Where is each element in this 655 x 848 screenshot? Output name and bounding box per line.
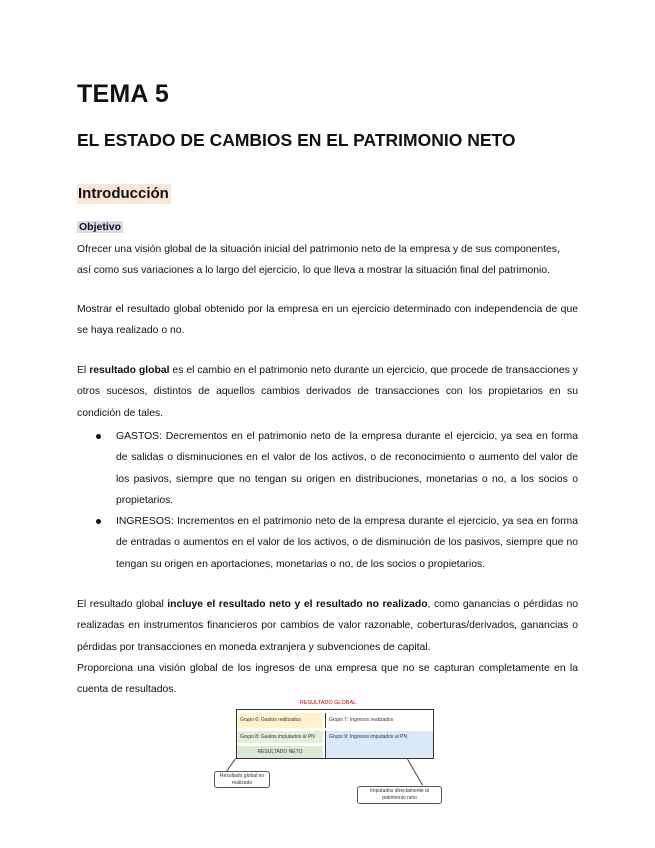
diagram-connector: [407, 759, 423, 785]
closing-paragraph: Proporciona una visión global de los ingresos de una empresa que no se capturan completamente en la cuenta de resultados.: [77, 663, 578, 696]
list-item: [94, 426, 578, 511]
includes-bold: incluye el resultado neto y el resultado no realizado: [167, 599, 428, 610]
includes-lead: El resultado global: [77, 599, 168, 610]
objective-line-2: así como sus variaciones a lo largo del ejercicio, lo que lleva a mostrar la situación final del patrimonio.: [77, 265, 551, 277]
bullet-text-ingresos: INGRESOS: Incrementos en el patrimonio neto de la empresa durante el ejercicio, ya sea en forma de entradas o aumentos en el valor de los activos, o de disminución de los pasivos, siempre que no tengan su origen en aportaciones, monetarias o no, de los socios o propietarios.: [116, 516, 578, 570]
diagram-cell-gastos-imputados: Grupo 8: Gastos imputados al PN: [237, 731, 323, 743]
page-subtitle: EL ESTADO DE CAMBIOS EN EL PATRIMONIO NETO: [77, 130, 516, 150]
includes-rest: , como ganancias o pérdidas no realizadas en instrumentos financieros por cambios de valor razonable, coberturas/derivados, ganancias o pérdidas por transacciones en moneda extranjera y subvenciones de capital.: [77, 599, 578, 653]
diagram-cell-gastos-realizados: Grupo 6: Gastos realizados: [237, 713, 323, 728]
objective-paragraph: [77, 239, 578, 282]
diagram-title: RESULTADO GLOBAL: [299, 700, 357, 706]
objective-line-1: Ofrecer una visión global de la situación inicial del patrimonio neto de la empresa y de sus componentes,: [77, 244, 560, 255]
callout-imputados-pn: Imputados directamente al patrimonio neto: [357, 786, 442, 804]
includes-paragraph: [77, 594, 578, 658]
definition-lead: El: [77, 365, 90, 376]
list-item: [94, 511, 578, 575]
subsection-heading: Objetivo: [79, 221, 122, 233]
bullet-text-gastos: GASTOS: Decrementos en el patrimonio neto de la empresa durante el ejercicio, ya sea en forma de salidas o disminuciones en el valor de los activos, o de reconocimiento o aumento del valor de los pasivos, siempre que no tengan su origen en distribuciones, monetarias o no, a los socios o propietarios.: [116, 431, 578, 506]
definition-paragraph: [77, 360, 578, 424]
diagram-cell-resultado-neto: RESULTADO NETO: [237, 746, 323, 758]
definition-term: resultado global: [89, 365, 170, 376]
diagram-cell-ingresos-realizados: Grupo 7: Ingresos realizados: [325, 713, 433, 728]
diagram-cell-ingresos-imputados: Grupo 9: Ingresos imputados al PN: [325, 731, 433, 758]
result-diagram: [212, 700, 444, 806]
page-title: TEMA 5: [77, 80, 169, 108]
bullet-icon: [96, 434, 101, 439]
callout-no-realizado: Resultado global no realizado: [214, 771, 270, 788]
bullet-icon: [96, 519, 101, 524]
bullet-list: [94, 426, 578, 575]
section-heading: Introducción: [78, 185, 169, 202]
result-paragraph: Mostrar el resultado global obtenido por la empresa en un ejercicio determinado con independencia de que se haya realizado o no.: [77, 304, 578, 337]
definition-rest: es el cambio en el patrimonio neto durante un ejercicio, que procede de transacciones y otros sucesos, distintos de aquellos cambios derivados de transacciones con los propietarios en su condición de tales.: [77, 365, 578, 419]
